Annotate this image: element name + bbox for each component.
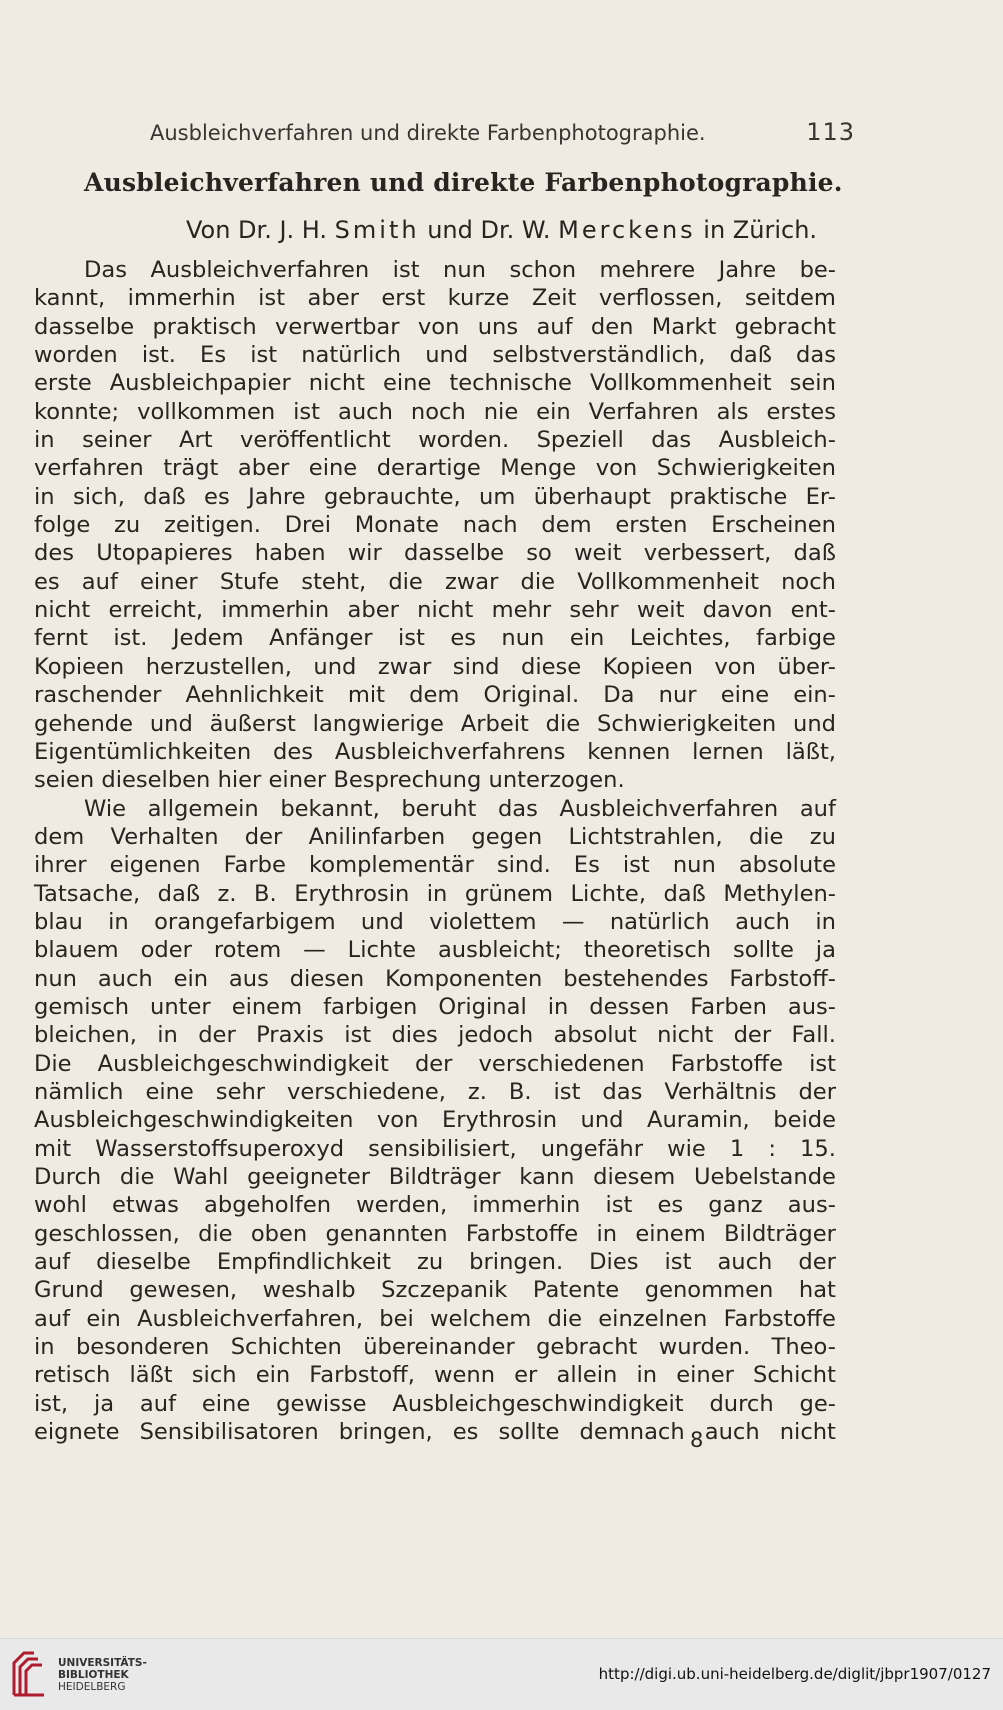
text-line: dem Verhalten der Anilinfarben gegen Lichtstrahlen, die zu — [34, 823, 836, 850]
text-line: gemisch unter einem farbigen Original in dessen Farben aus- — [34, 993, 836, 1020]
text-line: ihrer eigenen Farbe komplementär sind. Es ist nun absolute — [34, 852, 836, 879]
text-line: erste Ausbleichpapier nicht eine technische Vollkommenheit sein — [34, 370, 836, 397]
text-line: Die Ausbleichgeschwindigkeit der verschiedenen Farbstoffe ist — [34, 1050, 836, 1077]
text-line: auf ein Ausbleichverfahren, bei welchem die einzelnen Farbstoffe — [34, 1305, 836, 1332]
text-line: Das Ausbleichverfahren ist nun schon mehrere Jahre be- — [84, 257, 836, 283]
text-line: konnte; vollkommen ist auch noch nie ein Verfahren als erstes — [34, 398, 836, 425]
text-line: eignete Sensibilisatoren bringen, es sollte demnach auch nicht — [34, 1419, 836, 1446]
text-line: Grund gewesen, weshalb Szczepanik Patente genommen hat — [34, 1277, 836, 1304]
text-line: bleichen, in der Praxis ist dies jedoch absolut nicht der Fall. — [34, 1022, 836, 1049]
text-line: Tatsache, daß z. B. Erythrosin in grünem Lichte, daß Methylen- — [34, 880, 836, 907]
article-title: Ausbleichverfahren und direkte Farbenphotographie. — [84, 168, 843, 197]
page-number: 113 — [806, 118, 855, 146]
text-line: dasselbe praktisch verwertbar von uns auf den Markt gebracht — [34, 313, 836, 340]
library-logo-icon[interactable] — [10, 1649, 54, 1699]
signature-mark: 8 — [690, 1428, 704, 1452]
text-line: blauem oder rotem — Lichte ausbleicht; theoretisch sollte ja — [34, 937, 836, 964]
text-line: es auf einer Stufe steht, die zwar die Vollkommenheit noch — [34, 568, 836, 595]
text-line: raschender Aehnlichkeit mit dem Original. Da nur eine ein- — [34, 682, 836, 709]
text-line: Ausbleichgeschwindigkeiten von Erythrosin und Auramin, beide — [34, 1107, 836, 1134]
text-line: retisch läßt sich ein Farbstoff, wenn er allein in einer Schicht — [34, 1362, 836, 1389]
author-merckens: Merckens — [558, 216, 696, 244]
text-line: nämlich eine sehr verschiedene, z. B. ist das Verhältnis der — [34, 1078, 836, 1105]
text-line: nicht erreicht, immerhin aber nicht mehr sehr weit davon ent- — [34, 597, 836, 624]
text-line: wohl etwas abgeholfen werden, immerhin ist es ganz aus- — [34, 1192, 836, 1219]
byline-suffix: in Zürich. — [695, 216, 818, 244]
text-line: geschlossen, die oben genannten Farbstoffe in einem Bildträger — [34, 1220, 836, 1247]
running-head — [150, 118, 855, 146]
text-line: Wie allgemein bekannt, beruht das Ausbleichverfahren auf — [84, 795, 836, 822]
byline-prefix: Von Dr. J. H. — [185, 216, 335, 244]
footer-bar — [0, 1638, 1003, 1710]
text-line: in sich, daß es Jahre gebrauchte, um überhaupt praktische Er- — [34, 483, 836, 510]
author-smith: Smith — [334, 216, 420, 244]
text-line: nun auch ein aus diesen Komponenten bestehendes Farbstoff- — [34, 965, 836, 992]
text-line: seien dieselben hier einer Besprechung unterzogen. — [34, 767, 625, 794]
text-line: Kopieen herzustellen, und zwar sind diese Kopieen von über- — [34, 653, 836, 680]
running-title: Ausbleichverfahren und direkte Farbenphotographie. — [150, 121, 706, 145]
text-line: des Utopapieres haben wir dasselbe so weit verbessert, daß — [34, 540, 836, 567]
text-line: auf dieselbe Empfindlichkeit zu bringen. Dies ist auch der — [34, 1249, 836, 1276]
text-line: in seiner Art veröffentlicht worden. Speziell das Ausbleich- — [34, 427, 836, 454]
text-line: in besonderen Schichten übereinander gebracht wurden. Theo- — [34, 1334, 836, 1361]
text-line: fernt ist. Jedem Anfänger ist es nun ein Leichtes, farbige — [34, 625, 836, 652]
byline-middle: und Dr. W. — [419, 216, 559, 244]
text-line: worden ist. Es ist natürlich und selbstverständlich, daß das — [34, 342, 836, 369]
byline — [0, 216, 1003, 244]
text-line: gehende und äußerst langwierige Arbeit die Schwierigkeiten und — [34, 710, 836, 737]
source-url-link[interactable]: http://digi.ub.uni-heidelberg.de/diglit/jbpr1907/0127 — [598, 1665, 991, 1683]
article-body — [34, 256, 836, 1446]
text-line: Eigentümlichkeiten des Ausbleichverfahrens kennen lernen läßt, — [34, 738, 836, 765]
text-line: kannt, immerhin ist aber erst kurze Zeit verflossen, seitdem — [34, 285, 836, 312]
text-line: folge zu zeitigen. Drei Monate nach dem ersten Erscheinen — [34, 512, 836, 539]
library-name: UNIVERSITÄTS- BIBLIOTHEK HEIDELBERG — [58, 1657, 147, 1693]
text-line: Durch die Wahl geeigneter Bildträger kann diesem Uebelstande — [34, 1164, 836, 1190]
text-line: blau in orangefarbigem und violettem — natürlich auch in — [34, 908, 836, 935]
text-line: verfahren trägt aber eine derartige Menge von Schwierigkeiten — [34, 455, 836, 482]
text-line: ist, ja auf eine gewisse Ausbleichgeschwindigkeit durch ge- — [34, 1390, 836, 1417]
text-line: mit Wasserstoffsuperoxyd sensibilisiert, ungefähr wie 1 : 15. — [34, 1135, 836, 1162]
